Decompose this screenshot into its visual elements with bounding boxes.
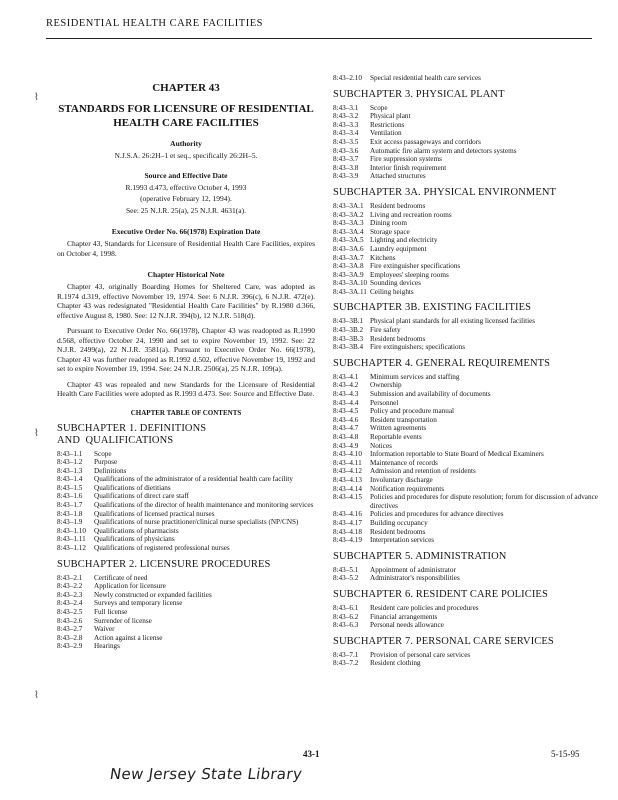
toc-entry bbox=[333, 442, 599, 451]
toc-entry bbox=[333, 399, 599, 408]
toc-right bbox=[333, 89, 599, 668]
toc-entry bbox=[333, 288, 599, 297]
section-number: 8:43–4.19 bbox=[333, 536, 362, 545]
section-number: 8:43–4.14 bbox=[333, 484, 362, 493]
toc-entry bbox=[57, 475, 315, 484]
section-number: 8:43–5.1 bbox=[333, 565, 359, 574]
toc-entry bbox=[57, 617, 315, 626]
section-title: Qualifications of licensed practical nurses bbox=[94, 509, 215, 518]
section-number: 8:43–3A.1 bbox=[333, 201, 364, 210]
section-title: Resident clothing bbox=[370, 659, 421, 668]
section-number: 8:43–4.9 bbox=[333, 441, 359, 450]
section-number: 8:43–3A.3 bbox=[333, 219, 364, 228]
toc-entry bbox=[333, 138, 599, 147]
toc-entry bbox=[333, 155, 599, 164]
section-title: Building occupancy bbox=[370, 518, 428, 527]
toc-entry bbox=[57, 518, 315, 527]
section-number: 8:43–1.9 bbox=[57, 518, 83, 527]
toc-entry bbox=[333, 566, 599, 575]
section-number: 8:43–2.5 bbox=[57, 608, 83, 616]
section-title: Provision of personal care services bbox=[370, 650, 471, 659]
section-title: Administrator's responsibilities bbox=[370, 574, 460, 583]
toc-entry bbox=[333, 211, 599, 220]
toc-entry bbox=[57, 501, 315, 510]
section-number: 8:43–3B.1 bbox=[333, 317, 364, 326]
toc-entry bbox=[333, 659, 599, 668]
section-number: 8:43–4.10 bbox=[333, 450, 362, 459]
toc-entry bbox=[333, 326, 599, 335]
section-number: 8:43–3A.10 bbox=[333, 279, 368, 288]
section-title: Qualifications of physicians bbox=[94, 535, 175, 544]
section-number: 8:43–3.6 bbox=[333, 146, 359, 155]
section-number: 8:43–4.13 bbox=[333, 475, 362, 484]
section-number: 8:43–3B.3 bbox=[333, 334, 364, 343]
section-number: 8:43–4.18 bbox=[333, 527, 362, 536]
section-number: 8:43–2.3 bbox=[57, 590, 83, 599]
section-title: Reportable events bbox=[370, 433, 422, 441]
chapter-title bbox=[57, 102, 315, 130]
section-title: Qualifications of registered professional nurses bbox=[94, 544, 230, 553]
section-number: 8:43–2.4 bbox=[57, 599, 83, 608]
section-number: 8:43–3B.2 bbox=[333, 326, 364, 335]
section-number: 8:43–7.1 bbox=[333, 650, 359, 659]
toc-entry bbox=[57, 527, 315, 536]
section-title: Ventilation bbox=[370, 129, 402, 138]
toc-entry bbox=[57, 608, 315, 617]
toc-entry bbox=[333, 104, 599, 113]
subchapter-heading: SUBCHAPTER 6. RESIDENT CARE POLICIES bbox=[333, 588, 548, 600]
toc-entry bbox=[333, 536, 599, 545]
toc-entry bbox=[333, 279, 599, 288]
section-title: Qualifications of dietitians bbox=[94, 483, 171, 492]
section-number: 8:43–3A.4 bbox=[333, 227, 364, 236]
section-number: 8:43–1.12 bbox=[57, 544, 86, 553]
section-number: 8:43–2.7 bbox=[57, 625, 83, 634]
subchapter-heading: SUBCHAPTER 3A. PHYSICAL ENVIRONMENT bbox=[333, 186, 557, 198]
section-title: Fire extinguisher specifications bbox=[370, 262, 461, 271]
section-title: Scope bbox=[94, 449, 112, 458]
toc-entry bbox=[333, 390, 599, 399]
section-number: 8:43–3.3 bbox=[333, 120, 359, 129]
toc-entry bbox=[333, 129, 599, 138]
section-title: Full license bbox=[94, 608, 128, 616]
toc-entry bbox=[333, 202, 599, 211]
toc-entry bbox=[333, 381, 599, 390]
revision-date: 5-15-95 bbox=[551, 749, 580, 759]
section-number: 8:43–1.5 bbox=[57, 483, 83, 492]
section-number: 8:43–3A.5 bbox=[333, 236, 364, 245]
section-number: 8:43–5.2 bbox=[333, 574, 359, 583]
toc-entry bbox=[333, 262, 599, 271]
section-title: Laundry equipment bbox=[370, 244, 427, 253]
section-title: Fire extinguishers; specifications bbox=[370, 343, 466, 352]
chapter-number: CHAPTER 43 bbox=[152, 82, 220, 94]
toc-entry bbox=[333, 121, 599, 130]
toc-heading: CHAPTER TABLE OF CONTENTS bbox=[130, 408, 242, 417]
section-number: 8:43–1.6 bbox=[57, 492, 83, 501]
toc-entry bbox=[333, 112, 599, 121]
authority-heading: Authority bbox=[170, 139, 202, 148]
section-title: Waiver bbox=[94, 625, 115, 634]
section-title: Resident bedrooms bbox=[370, 527, 426, 536]
toc-entry bbox=[333, 271, 599, 280]
section-title: Dining room bbox=[370, 219, 407, 228]
toc-entry bbox=[333, 450, 599, 459]
section-number: 8:43–4.4 bbox=[333, 398, 359, 407]
exec-order-text: Chapter 43, Standards for Licensure of Residential Health Care Facilities, expires on October 4, 1998. bbox=[57, 239, 315, 258]
toc-entry bbox=[57, 634, 315, 643]
authority-text: N.J.S.A. 26:2H–1 et seq., specifically 26:2H–5. bbox=[114, 151, 258, 160]
section-number: 8:43–2.2 bbox=[57, 582, 83, 591]
section-title: Resident bedrooms bbox=[370, 201, 426, 210]
toc-entry bbox=[57, 510, 315, 519]
toc-entry bbox=[333, 335, 599, 344]
toc-entry bbox=[333, 604, 599, 613]
subchapter-heading: SUBCHAPTER 7. PERSONAL CARE SERVICES bbox=[333, 635, 554, 647]
toc-entry bbox=[57, 484, 315, 493]
toc-entry bbox=[333, 424, 599, 433]
subchapter-heading: SUBCHAPTER 3B. EXISTING FACILITIES bbox=[333, 302, 532, 314]
section-title: Submission and availability of documents bbox=[370, 390, 491, 399]
toc-entry bbox=[333, 459, 599, 468]
subchapter-heading: SUBCHAPTER 4. GENERAL REQUIREMENTS bbox=[333, 357, 551, 369]
toc-left bbox=[57, 423, 315, 651]
toc-entry bbox=[333, 613, 599, 622]
section-number: 8:43–4.17 bbox=[333, 518, 362, 527]
history-paragraph: Pursuant to Executive Order No. 66(1978), Chapter 43 was readopted as R.1990 d.568, effective October 24, 1990 and set to expire November 19, 1992. See: 22 N.J.R. 2499(a), 22 N.J.R. 3581(a). Pursuant to Executive Order No. 66(1978), Chapter 43 was further readopted as R.1992 d.502, effective November 19, 1992 and set to expire November 19, 1994. See: 24 N.J.R. 2506(a), 25 N.J.R. 109(a). bbox=[57, 326, 315, 373]
section-number: 8:43–4.8 bbox=[333, 433, 359, 441]
section-title: Physical plant bbox=[370, 112, 411, 121]
toc-entry bbox=[57, 591, 315, 600]
page-number: 43-1 bbox=[303, 749, 320, 759]
section-title: Maintenance of records bbox=[370, 458, 438, 467]
section-title: Physical plant standards for all existing licensed facilities bbox=[370, 317, 536, 326]
toc-entry bbox=[333, 74, 599, 83]
toc-entry bbox=[333, 528, 599, 537]
toc-entry bbox=[57, 450, 315, 459]
section-title: Attached structures bbox=[370, 172, 426, 181]
library-stamp: New Jersey State Library bbox=[108, 765, 304, 783]
section-number: 8:43–3.8 bbox=[333, 163, 359, 172]
section-number: 8:43–4.2 bbox=[333, 381, 359, 390]
section-title: Notices bbox=[370, 441, 392, 450]
subchapter-heading: SUBCHAPTER 2. LICENSURE PROCEDURES bbox=[57, 558, 271, 570]
toc-entry bbox=[57, 625, 315, 634]
toc-entry bbox=[333, 433, 599, 442]
section-title: Scope bbox=[370, 103, 388, 112]
section-number: 8:43–2.9 bbox=[57, 642, 83, 651]
toc-entry bbox=[333, 147, 599, 156]
section-title: Ownership bbox=[370, 381, 402, 390]
toc-entry bbox=[333, 254, 599, 263]
section-title: Sounding devices bbox=[370, 279, 421, 288]
toc-entry bbox=[333, 510, 599, 519]
section-number: 8:43–1.2 bbox=[57, 458, 83, 467]
section-title: Qualifications of nurse practitioner/clinical nurse specialists (NP/CNS) bbox=[94, 518, 299, 527]
section-number: 8:43–3.2 bbox=[333, 112, 359, 121]
section-title: Resident transportation bbox=[370, 415, 437, 424]
section-number: 8:43–3.1 bbox=[333, 103, 359, 112]
section-title: Application for licensure bbox=[94, 582, 166, 591]
section-number: 8:43–2.8 bbox=[57, 633, 83, 642]
section-title: Personal needs allowance bbox=[370, 621, 444, 630]
section-title: Qualifications of the director of health maintenance and monitoring services bbox=[94, 501, 314, 510]
history-paragraph: Chapter 43, originally Boarding Homes for Sheltered Care, was adopted as R.1974 d.319, effective November 19, 1974. See: 6 N.J.R. 396(c), 6 N.J.R. 472(e). Chapter 43 was redesignated "Residential Health Care Facilities" by R.1980 d.366, effective August 8, 1980. See: 12 N.J.R. 394(b), 12 N.J.R. 518(d). bbox=[57, 282, 315, 320]
section-number: 8:43–3.9 bbox=[333, 172, 359, 181]
section-number: 8:43–4.15 bbox=[333, 493, 362, 502]
section-number: 8:43–1.3 bbox=[57, 466, 83, 475]
toc-entry bbox=[333, 476, 599, 485]
section-number: 8:43–7.2 bbox=[333, 659, 359, 668]
section-number: 8:43–4.11 bbox=[333, 458, 362, 467]
margin-mark: ⌇ bbox=[34, 428, 39, 439]
toc-entry bbox=[57, 544, 315, 553]
section-number: 8:43–1.11 bbox=[57, 535, 86, 544]
section-title: Restrictions bbox=[370, 120, 405, 129]
running-header bbox=[46, 16, 592, 39]
section-title: Purpose bbox=[94, 458, 118, 467]
section-title: Lighting and electricity bbox=[370, 236, 438, 245]
section-number: 8:43–4.5 bbox=[333, 407, 359, 416]
toc-entry bbox=[333, 519, 599, 528]
toc-entry bbox=[333, 416, 599, 425]
section-number: 8:43–2.6 bbox=[57, 616, 83, 625]
toc-entry bbox=[333, 219, 599, 228]
section-title: Ceiling heights bbox=[370, 287, 414, 296]
section-number: 8:43–3B.4 bbox=[333, 343, 364, 352]
section-number: 8:43–6.3 bbox=[333, 621, 359, 630]
header-title: RESIDENTIAL HEALTH CARE FACILITIES bbox=[46, 18, 263, 29]
section-title: Storage space bbox=[370, 227, 410, 236]
section-number: 8:43–1.4 bbox=[57, 475, 83, 484]
subchapter-heading: SUBCHAPTER 1. DEFINITIONS AND QUALIFICATIONS bbox=[57, 422, 207, 446]
section-number: 8:43–3.5 bbox=[333, 137, 359, 146]
margin-mark: ⌇ bbox=[34, 690, 39, 701]
section-title: Exit access passageways and corridors bbox=[370, 137, 481, 146]
section-title: Interpretation services bbox=[370, 536, 435, 545]
toc-entry bbox=[333, 493, 599, 510]
toc-entry bbox=[333, 236, 599, 245]
section-number: 8:43–4.16 bbox=[333, 510, 362, 519]
section-title: Kitchens bbox=[370, 253, 396, 262]
section-title: Qualifications of direct care staff bbox=[94, 492, 189, 501]
section-title: Qualifications of the administrator of a residential health care facility bbox=[94, 475, 293, 484]
section-number: 8:43–4.3 bbox=[333, 390, 359, 399]
section-title: Financial arrangements bbox=[370, 612, 438, 621]
history-heading: Chapter Historical Note bbox=[147, 270, 225, 279]
section-title: Policies and procedures for dispute resolution; forum for discussion of advance directives bbox=[370, 493, 598, 510]
section-title: Certificate of need bbox=[94, 573, 148, 582]
section-title: Surrender of license bbox=[94, 616, 152, 625]
subchapter-heading: SUBCHAPTER 5. ADMINISTRATION bbox=[333, 550, 507, 562]
section-number: 8:43–4.7 bbox=[333, 424, 359, 433]
section-title: Policies and procedures for advance directives bbox=[370, 510, 504, 519]
toc-entry bbox=[57, 467, 315, 476]
section-number: 8:43–4.1 bbox=[333, 372, 359, 381]
subchapter-heading: SUBCHAPTER 3. PHYSICAL PLANT bbox=[333, 88, 505, 100]
right-column bbox=[333, 74, 599, 668]
chapter-title-line1: STANDARDS FOR LICENSURE OF RESIDENTIAL bbox=[58, 103, 314, 115]
section-title: Automatic fire alarm system and detectors systems bbox=[370, 146, 517, 155]
section-number: 8:43–4.12 bbox=[333, 467, 362, 476]
section-number: 8:43–4.6 bbox=[333, 415, 359, 424]
section-title: Fire suppression systems bbox=[370, 155, 442, 164]
source-line2: (operative February 12, 1994). bbox=[140, 194, 232, 203]
section-title: Definitions bbox=[94, 466, 127, 475]
toc-entry bbox=[333, 485, 599, 494]
source-line1: R.1993 d.473, effective October 4, 1993 bbox=[125, 182, 247, 192]
section-title: Notification requirements bbox=[370, 484, 445, 493]
section-title: Resident care policies and procedures bbox=[370, 603, 479, 612]
toc-entry bbox=[333, 172, 599, 181]
toc-entry bbox=[333, 373, 599, 382]
toc-entry bbox=[57, 582, 315, 591]
section-number: 8:43–6.2 bbox=[333, 612, 359, 621]
toc-entry bbox=[57, 574, 315, 583]
section-title: Fire safety bbox=[370, 326, 401, 335]
section-title: Involuntary discharge bbox=[370, 475, 433, 484]
left-column bbox=[57, 72, 315, 651]
section-number: 8:43–2.1 bbox=[57, 573, 83, 582]
toc-entry bbox=[57, 535, 315, 544]
section-number: 8:43–6.1 bbox=[333, 603, 359, 612]
section-title: Appointment of administrator bbox=[370, 565, 456, 574]
section-number: 8:43–1.7 bbox=[57, 501, 83, 510]
toc-entry bbox=[57, 599, 315, 608]
section-title: Qualifications of pharmacists bbox=[94, 526, 179, 535]
section-title: Employees' sleeping rooms bbox=[370, 270, 449, 279]
section-title: Resident bedrooms bbox=[370, 334, 426, 343]
toc-entry bbox=[333, 574, 599, 583]
section-title: Action against a license bbox=[94, 633, 163, 642]
toc-entry bbox=[57, 642, 315, 651]
exec-order-heading: Executive Order No. 66(1978) Expiration Date bbox=[111, 227, 261, 236]
section-title: Information reportable to State Board of Medical Examiners bbox=[370, 450, 544, 459]
toc-entry bbox=[57, 492, 315, 501]
toc-entry bbox=[57, 458, 315, 467]
section-title: Newly constructed or expanded facilities bbox=[94, 590, 212, 599]
section-number: 8:43–1.10 bbox=[57, 526, 86, 535]
toc-entry bbox=[333, 317, 599, 326]
section-title: Special residential health care services bbox=[370, 74, 481, 82]
toc-entry bbox=[333, 621, 599, 630]
section-number: 8:43–1.1 bbox=[57, 449, 83, 458]
section-title: Interior finish requirement bbox=[370, 163, 447, 172]
history-paragraph: Chapter 43 was repealed and new Standards for the Licensure of Residential Health Care Facilities were adopted as R.1993 d.473. See: Source and Effective Date. bbox=[57, 379, 315, 398]
toc-entry bbox=[333, 164, 599, 173]
section-number: 8:43–3A.6 bbox=[333, 244, 364, 253]
section-number: 8:43–3A.8 bbox=[333, 262, 364, 271]
toc-entry bbox=[333, 245, 599, 254]
section-number: 8:43–3A.7 bbox=[333, 253, 364, 262]
section-title: Policy and procedure manual bbox=[370, 407, 455, 416]
section-title: Living and recreation rooms bbox=[370, 210, 452, 219]
section-title: Written agreements bbox=[370, 424, 427, 433]
toc-entry bbox=[333, 651, 599, 660]
section-title: Personnel bbox=[370, 398, 399, 407]
source-line3: See: 25 N.J.R. 25(a), 25 N.J.R. 4631(a). bbox=[126, 205, 246, 215]
section-number: 8:43–3.4 bbox=[333, 129, 359, 138]
source-heading: Source and Effective Date bbox=[144, 170, 228, 180]
section-number: 8:43–3A.9 bbox=[333, 270, 364, 279]
chapter-title-line2: HEALTH CARE FACILITIES bbox=[113, 117, 259, 129]
section-title: Hearings bbox=[94, 642, 120, 651]
toc-entry bbox=[333, 467, 599, 476]
section-number: 8:43–3.7 bbox=[333, 155, 359, 164]
section-number: 8:43–3A.11 bbox=[333, 287, 367, 296]
margin-mark: ⌇ bbox=[34, 92, 39, 103]
section-number: 8:43–1.8 bbox=[57, 509, 83, 518]
section-title: Minimum services and staffing bbox=[370, 372, 460, 381]
section-number: 8:43–2.10 bbox=[333, 74, 362, 82]
section-title: Surveys and temporary license bbox=[94, 599, 183, 608]
section-number: 8:43–3A.2 bbox=[333, 210, 364, 219]
toc-entry bbox=[333, 407, 599, 416]
section-title: Admission and retention of residents bbox=[370, 467, 476, 476]
toc-entry bbox=[333, 228, 599, 237]
toc-entry bbox=[333, 343, 599, 352]
